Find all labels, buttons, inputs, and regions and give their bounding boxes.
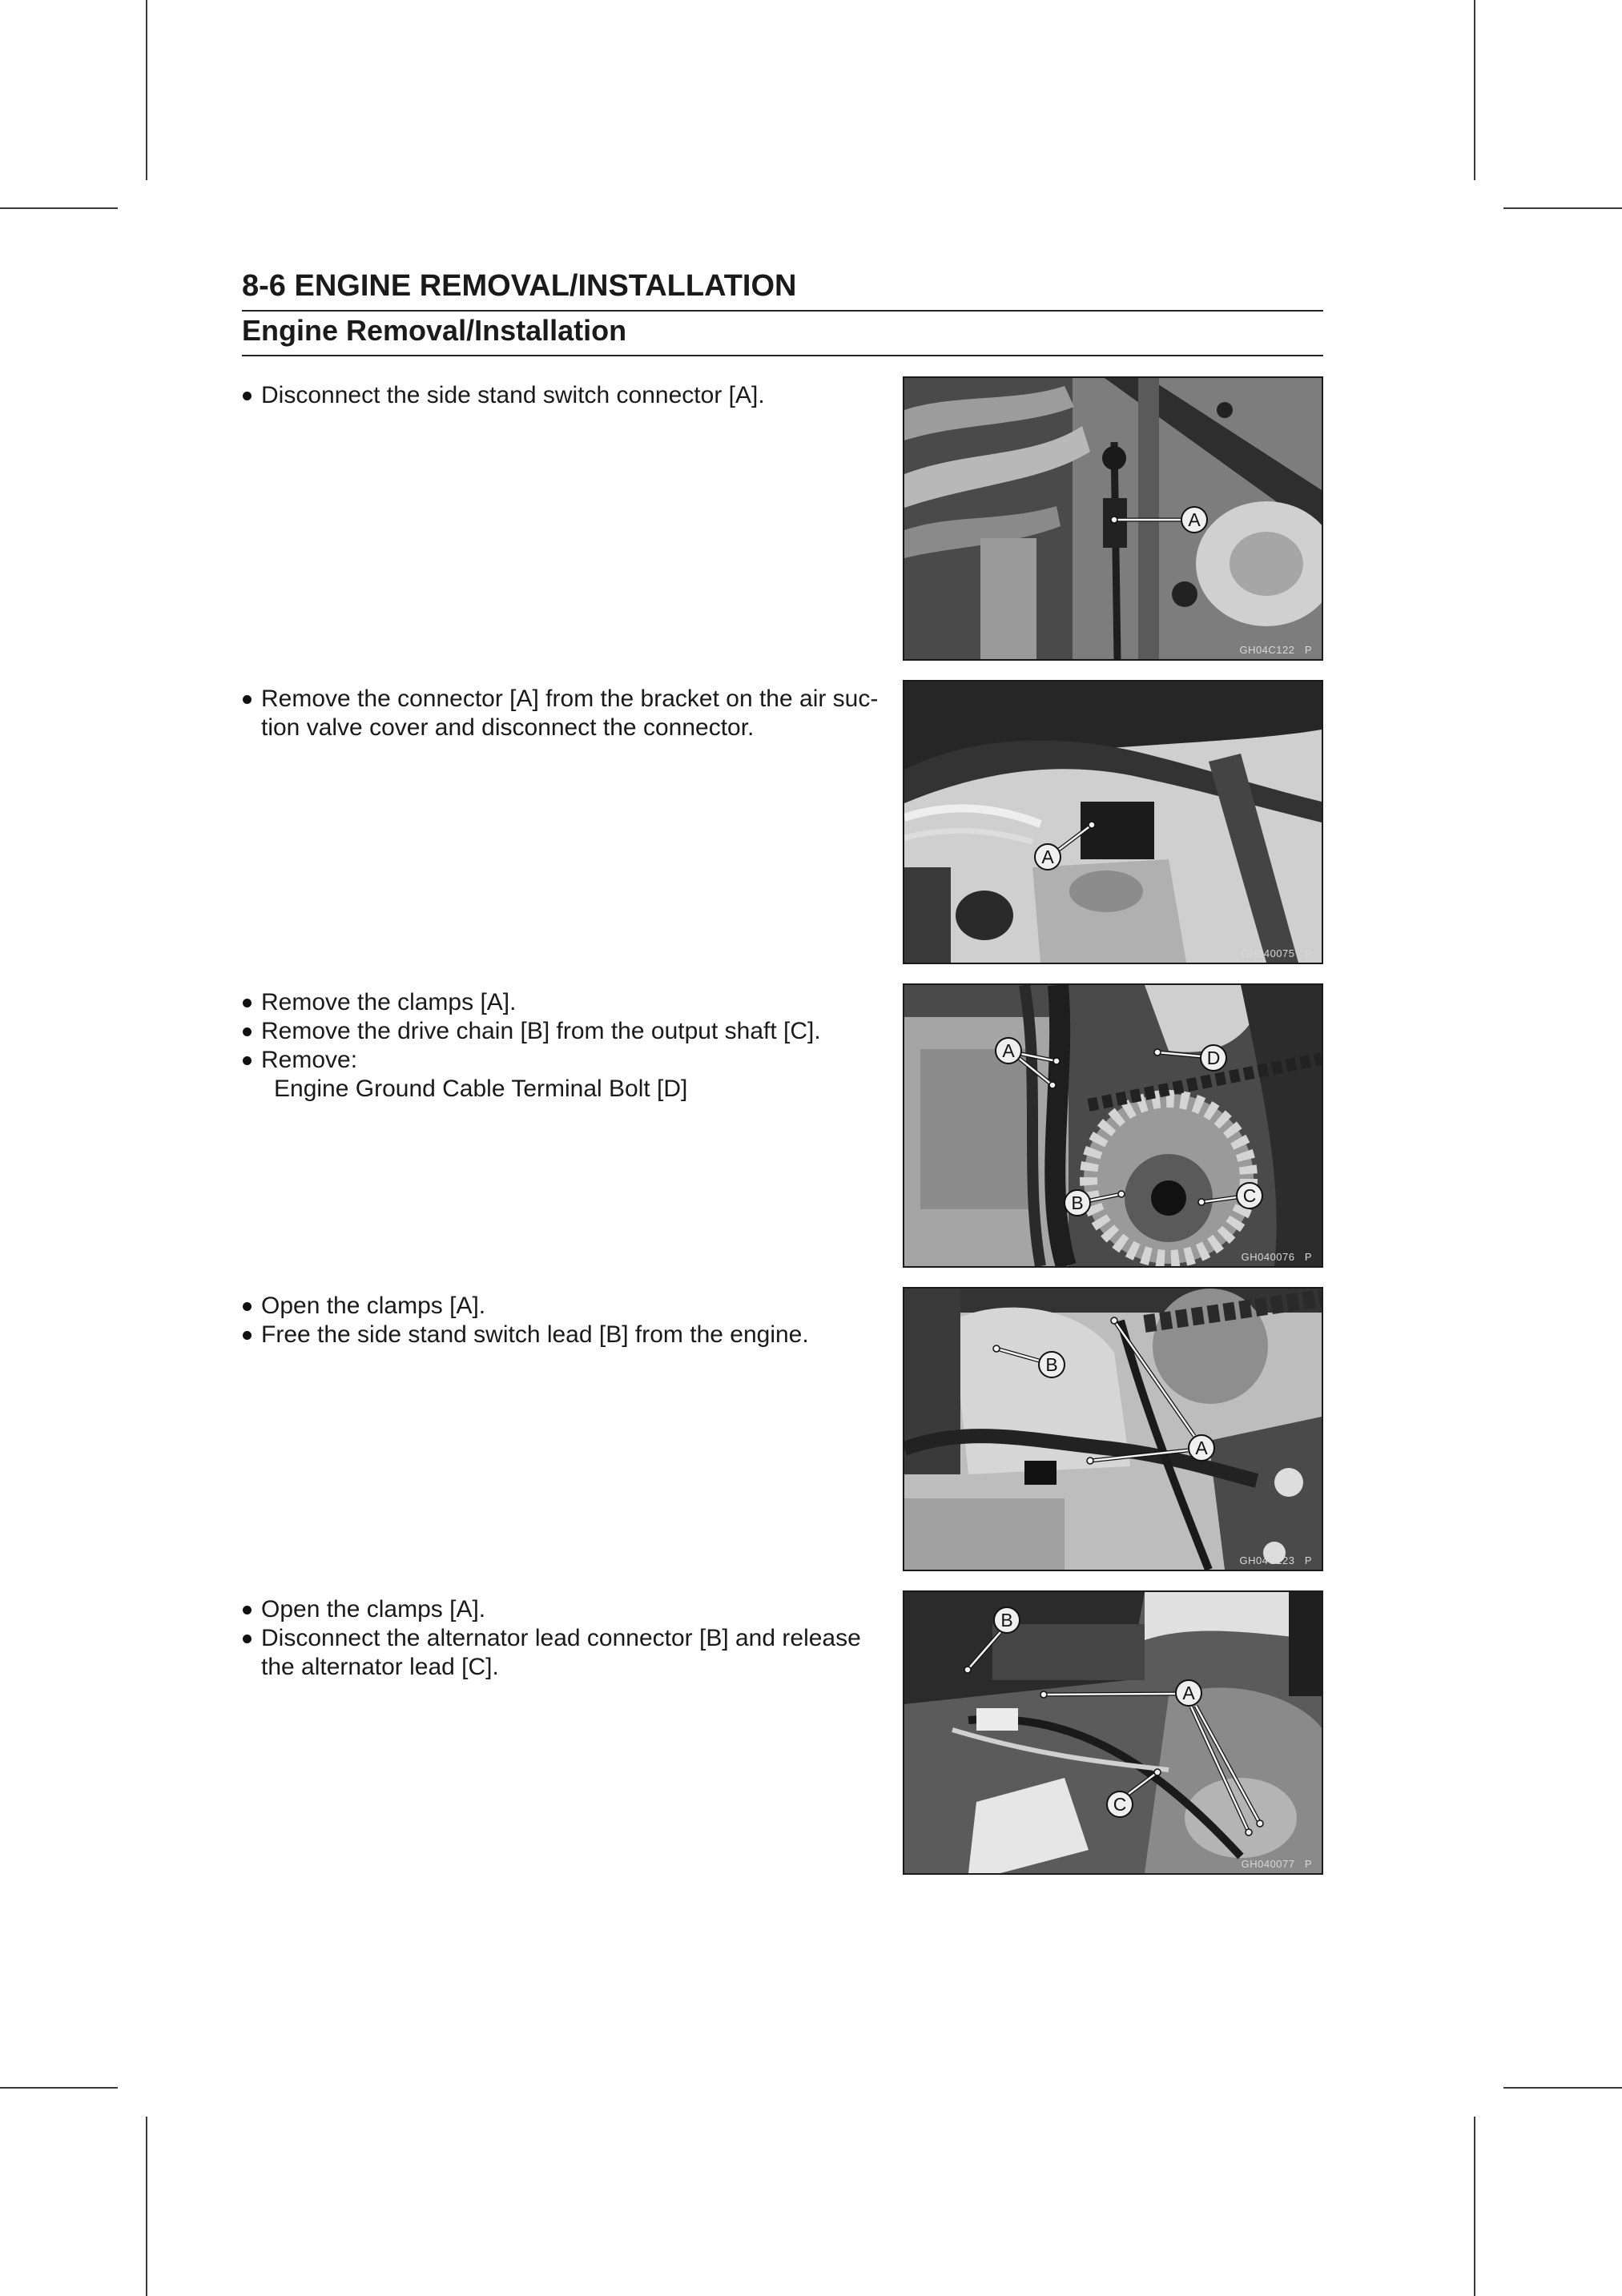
figure-air-suction-valve-connector [903, 680, 1323, 964]
step-5 [242, 1592, 1323, 1873]
bullet-text: Open the clamps [A]. [261, 1293, 486, 1319]
bullet-icon [243, 392, 252, 400]
bullet-text: Open the clamps [A]. [261, 1596, 486, 1622]
bullet-item [242, 1017, 891, 1046]
figure-code: GH04C123 P [1239, 1554, 1312, 1566]
crop-mark-top-right-vertical [1474, 0, 1475, 180]
bullet-text-line: Disconnect the alternator lead connector [B] and release [261, 1625, 861, 1651]
callout-label: B [1064, 1189, 1091, 1216]
photo-air-suction-valve-connector [904, 682, 1322, 963]
step-3-text [242, 988, 891, 1104]
callout-label: B [1038, 1351, 1065, 1378]
photo-side-stand-switch-connector [904, 378, 1322, 659]
photo-alternator-lead-connector [904, 1592, 1322, 1873]
crop-mark-bottom-left-horizontal [0, 2087, 118, 2089]
callout-label: A [1181, 506, 1208, 533]
figure-alternator-lead-connector [903, 1590, 1323, 1875]
crop-mark-bottom-right-vertical [1474, 2117, 1475, 2296]
bullet-item [242, 1595, 891, 1624]
callout-label: C [1236, 1182, 1263, 1209]
bullet-icon [243, 1606, 252, 1614]
bullet-icon [243, 1331, 252, 1340]
figure-drive-chain-output-shaft [903, 983, 1323, 1268]
figure-side-stand-switch-lead [903, 1287, 1323, 1571]
bullet-text: Remove the clamps [A]. [261, 989, 517, 1015]
callout-label: A [1175, 1679, 1202, 1707]
step-4 [242, 1289, 1323, 1570]
bullet-item [242, 1292, 891, 1321]
step-2-text [242, 685, 891, 742]
figure-code: GH04C122 P [1239, 644, 1312, 656]
figure-code: GH040076 P [1241, 1251, 1312, 1263]
bullet-item [242, 1046, 891, 1075]
steps-list [242, 378, 1323, 1896]
crop-mark-top-right-horizontal [1503, 207, 1622, 209]
figure-code: GH040075 P [1241, 947, 1312, 959]
bullet-text: Disconnect the side stand switch connector [A]. [261, 382, 765, 408]
bullet-icon [243, 695, 252, 704]
photo-side-stand-switch-lead [904, 1289, 1322, 1570]
page-title: 8-6 ENGINE REMOVAL/INSTALLATION [242, 267, 1323, 312]
section-title: Engine Removal/Installation [242, 312, 1323, 356]
bullet-icon [243, 1027, 252, 1036]
bullet-icon [243, 1056, 252, 1065]
crop-mark-top-left-horizontal [0, 207, 118, 209]
figure-side-stand-switch-connector [903, 376, 1323, 661]
step-5-text [242, 1595, 891, 1682]
step-1-text [242, 381, 891, 410]
photo-drive-chain-output-shaft [904, 985, 1322, 1266]
step-3 [242, 985, 1323, 1266]
bullet-item [242, 381, 891, 410]
bullet-text-line: the alternator lead [C]. [261, 1654, 499, 1680]
bullet-text-line: tion valve cover and disconnect the connector. [261, 714, 755, 741]
step-2 [242, 682, 1323, 963]
bullet-item [242, 988, 891, 1017]
figure-code: GH040077 P [1241, 1858, 1312, 1870]
bullet-text: Free the side stand switch lead [B] from the engine. [261, 1321, 809, 1348]
step-4-text [242, 1292, 891, 1349]
bullet-item [242, 685, 891, 742]
step-1 [242, 378, 1323, 659]
bullet-item [242, 1624, 891, 1682]
bullet-text: Remove: [261, 1047, 358, 1073]
callout-label: A [1188, 1434, 1215, 1462]
bullet-icon [243, 1302, 252, 1311]
bullet-item [242, 1321, 891, 1349]
callout-label: B [993, 1606, 1020, 1634]
sub-item-text: Engine Ground Cable Terminal Bolt [D] [274, 1076, 688, 1102]
callout-label: A [1034, 843, 1061, 871]
callout-label: A [995, 1037, 1022, 1064]
callout-label: C [1106, 1791, 1133, 1818]
crop-mark-bottom-left-vertical [146, 2117, 147, 2296]
crop-mark-bottom-right-horizontal [1503, 2087, 1622, 2089]
crop-mark-top-left-vertical [146, 0, 147, 180]
bullet-text-line: Remove the connector [A] from the bracket on the air suc- [261, 686, 879, 712]
bullet-icon [243, 999, 252, 1007]
bullet-text: Remove the drive chain [B] from the output shaft [C]. [261, 1018, 821, 1044]
bullet-icon [243, 1635, 252, 1643]
callout-label: D [1200, 1044, 1227, 1072]
